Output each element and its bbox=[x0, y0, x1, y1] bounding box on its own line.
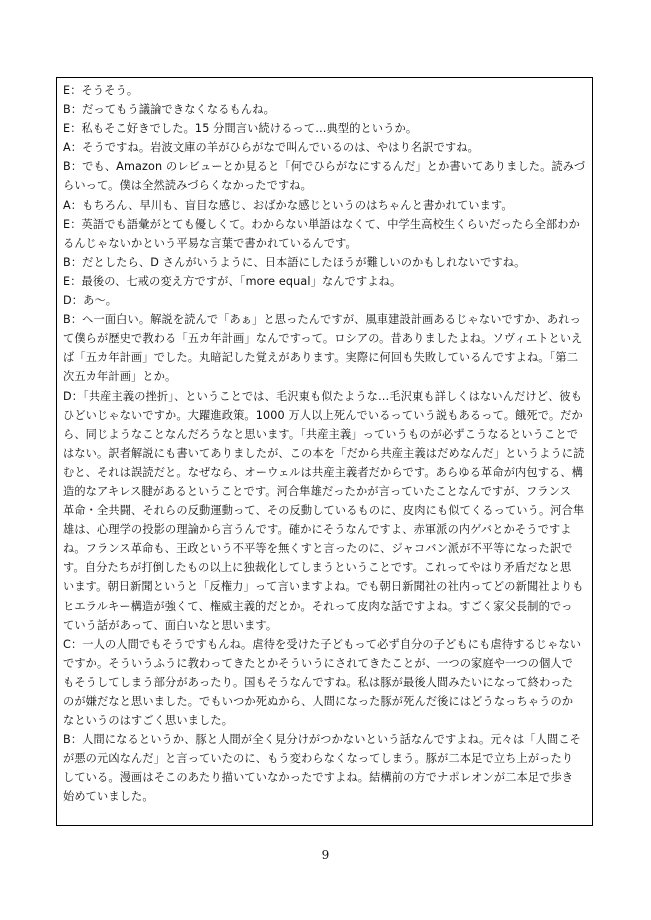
transcript-line: A：そうですね。岩波文庫の羊がひらがなで叫んでいるのは、やはり名訳ですね。 bbox=[63, 141, 479, 155]
transcript-line: B：へ一面白い。解説を読んで「あぁ」と思ったんですが、風車建設計画あるじゃないですか、あれっ bbox=[63, 313, 581, 327]
transcript-line: ていう話があって、面白いなと思います。 bbox=[63, 618, 278, 632]
transcript-line: している。漫画はそこのあたり描いていなかったですよね。結構前の方でナポレオンが二本足で歩き bbox=[63, 771, 574, 785]
transcript-line: が悪の元凶なんだ」と言っていたのに、もう変わらなくなってしまう。豚が二本足で立ち上がったり bbox=[63, 752, 574, 766]
transcript-line: 始めていました。 bbox=[63, 790, 154, 804]
transcript-line: なというのはすごく思いました。 bbox=[63, 714, 234, 728]
transcript-line: はない。訳者解説にも書いてありましたが、この本を「だから共産主義はだめなんだ」というように読 bbox=[63, 446, 585, 460]
transcript-line: 造的なアキレス腱があるということです。河合隼雄だったかが言っていたことなんですが、フランス bbox=[63, 484, 572, 498]
transcript-line: るんじゃないかという平易な言葉で書かれているんです。 bbox=[63, 236, 357, 250]
transcript-frame bbox=[56, 77, 593, 826]
transcript-line: ですか。そういうふうに教わってきたとかそういうにされてきたことが、一つの家庭や一つの個人で bbox=[63, 656, 574, 670]
transcript-line: ば「五カ年計画」でした。丸暗記した覚えがあります。実際に何回も失敗しているんですよね。「第二 bbox=[63, 351, 579, 365]
transcript-line: もそうしてしまう部分があったり。国もそうなんですね。私は豚が最後人間みたいになって終わった bbox=[63, 675, 573, 689]
transcript-line: 雄は、心理学の投影の理論から言うんです。確かにそうなんですよ、赤軍派の内ゲバとかそうですよ bbox=[63, 523, 572, 537]
transcript-line: E：そうそう。 bbox=[63, 84, 139, 97]
transcript-line: C：一人の人間でもそうですもんね。虐待を受けた子どもって必ず自分の子どもにも虐待するじゃない bbox=[63, 637, 582, 651]
transcript-line: のが嫌だなと思いました。でもいつか死ぬから、人間になった豚が死んだ後にはどうなっちゃうのか bbox=[63, 695, 574, 708]
transcript-line: B：だとしたら、D さんがいうように、日本語にしたほうが難しいのかもしれないですね。 bbox=[63, 255, 526, 269]
transcript-line: ね。フランス革命も、王政という不平等を無くすと言ったのに、ジャコバン派が不平等になった訳で bbox=[63, 542, 573, 556]
transcript-line: ら、同じようなことなんだろうなと思います。「共産主義」っていうものが必ずこうなるということで bbox=[63, 427, 579, 441]
page-number: 9 bbox=[321, 848, 330, 862]
transcript-line: す。自分たちが打倒したもの以上に独裁化してしまうということです。これってやはり矛盾だなと思 bbox=[63, 561, 572, 575]
transcript-line: D：「共産主義の挫折」、ということでは、毛沢東も似たような…毛沢東も詳しくはないんだけど、彼も bbox=[63, 389, 583, 403]
transcript-line: 次五カ年計画」とか。 bbox=[63, 370, 177, 384]
transcript-line: て僕らが歴史で教わる「五カ年計画」なんですって。ロシアの。昔ありましたよね。ソヴィエトといえ bbox=[63, 332, 583, 346]
transcript-line: D：あ〜。 bbox=[63, 294, 118, 308]
transcript-line: E：私もそこ好きでした。15 分間言い続けるって…典型的というか。 bbox=[63, 122, 418, 136]
transcript-line: E：英語でも語彙がとても優しくて。わからない単語はなくて、中学生高校生くらいだったら全部わか bbox=[63, 217, 580, 231]
transcript-line: ひどいじゃないですか。大躍進政策。1000 万人以上死んでいるっていう説もあるって。餓死で。だか bbox=[63, 408, 583, 422]
transcript-line: むと、それは誤読だと。なぜなら、オーウェルは共産主義者だからです。あらゆる革命が内包する、構 bbox=[63, 465, 584, 479]
transcript-line: います。朝日新聞というと「反権力」って言いますよね。でも朝日新聞社の社内ってどの新聞社よりも bbox=[63, 580, 584, 594]
transcript-line: B：人間になるというか、豚と人間が全く見分けがつかないという話なんですよね。元々は「人間こそ bbox=[63, 733, 582, 747]
transcript-line: E：最後の、七戒の変え方ですが、「more equal」なんですよね。 bbox=[63, 274, 402, 288]
transcript-line: A：もちろん、早川も、盲目な感じ、おばかな感じというのはちゃんと書かれています。 bbox=[63, 198, 513, 212]
transcript-line: 革命・全共闘、それらの反動運動って、その反動しているものに、皮肉にも似てくるっていう。河合隼 bbox=[63, 504, 585, 518]
transcript-line: らいって。僕は全然読みづらくなかったですね。 bbox=[63, 179, 312, 193]
transcript-line: ヒエラルキー構造が強くて、権威主義的だとか。それって皮肉な話ですよね。すごく家父長制的でっ bbox=[63, 599, 573, 613]
transcript-line: B：だってもう議論できなくなるもんね。 bbox=[63, 103, 275, 117]
transcript-line: B：でも、Amazon のレビューとか見ると「何でひらがなにするんだ」とか書いてありました。読みづ bbox=[63, 160, 586, 174]
